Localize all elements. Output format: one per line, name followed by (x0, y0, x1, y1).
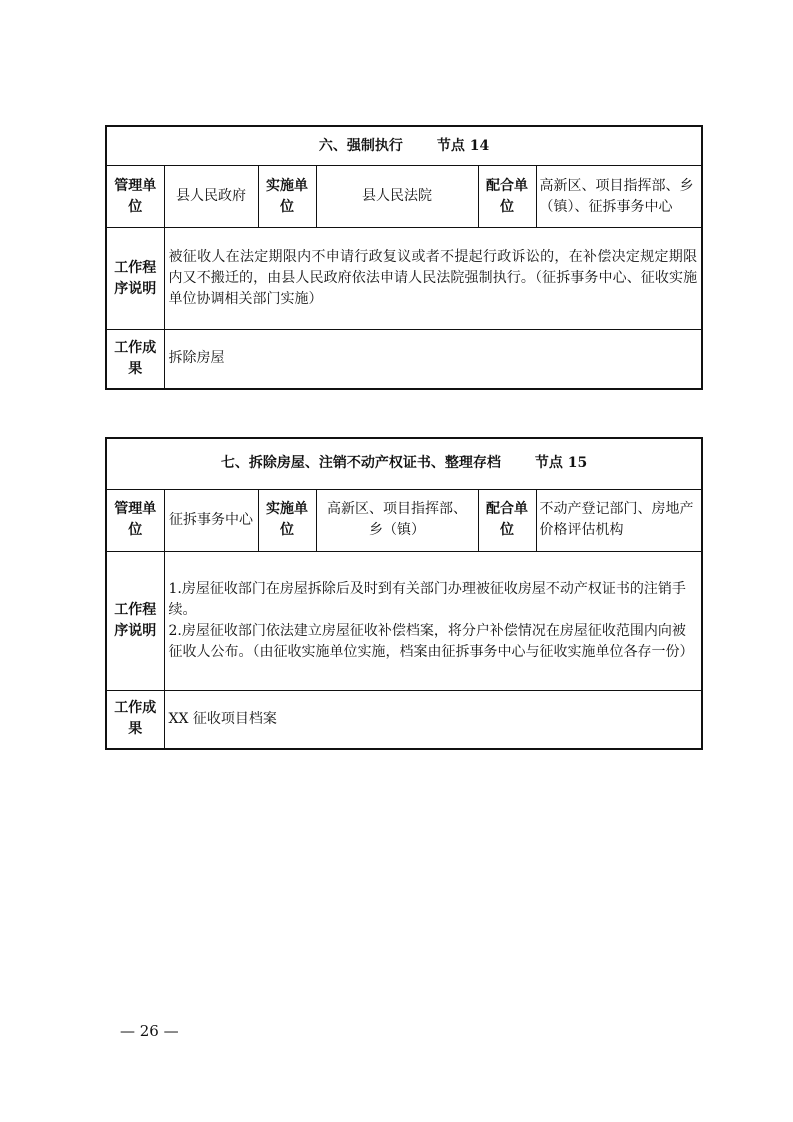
node-number: 节点 15 (534, 455, 588, 472)
node-number: 节点 14 (436, 137, 490, 154)
implementation-unit-value: 高新区、项目指挥部、乡（镇） (316, 489, 478, 551)
procedure-label: 工作程序说明 (106, 228, 164, 330)
section-heading: 七、拆除房屋、注销不动产权证书、整理存档 (220, 455, 501, 472)
procedure-description: 被征收人在法定期限内不申请行政复议或者不提起行政诉讼的，在补偿决定规定期限内又不搬迁的，由县人民政府依法申请人民法院强制执行。（征拆事务中心、征收实施单位协调相关部门实施） (164, 228, 702, 330)
management-unit-label: 管理单位 (106, 166, 164, 228)
implementation-unit-value: 县人民法院 (316, 166, 478, 228)
section-title (106, 438, 702, 489)
procedure-item-1: 1.房屋征收部门在房屋拆除后及时到有关部门办理被征收房屋不动产权证书的注销手续。 (168, 580, 686, 618)
result-value: XX 征收项目档案 (164, 690, 702, 749)
procedure-description (164, 551, 702, 690)
node-15-table (105, 437, 703, 750)
cooperation-unit-label: 配合单位 (478, 166, 536, 228)
procedure-label: 工作程序说明 (106, 551, 164, 690)
page-number: — 26 — (120, 1022, 179, 1040)
management-unit-value: 征拆事务中心 (164, 489, 258, 551)
management-unit-label: 管理单位 (106, 489, 164, 551)
section-title (106, 126, 702, 166)
cooperation-unit-value: 高新区、项目指挥部、乡（镇）、征拆事务中心 (536, 166, 702, 228)
result-label: 工作成果 (106, 330, 164, 389)
node-14-table (105, 125, 703, 390)
implementation-unit-label: 实施单位 (258, 166, 316, 228)
cooperation-unit-value: 不动产登记部门、房地产价格评估机构 (536, 489, 702, 551)
result-label: 工作成果 (106, 690, 164, 749)
implementation-unit-label: 实施单位 (258, 489, 316, 551)
management-unit-value: 县人民政府 (164, 166, 258, 228)
section-heading: 六、强制执行 (318, 137, 403, 154)
cooperation-unit-label: 配合单位 (478, 489, 536, 551)
result-value: 拆除房屋 (164, 330, 702, 389)
procedure-item-2: 2.房屋征收部门依法建立房屋征收补偿档案，将分户补偿情况在房屋征收范围内向被征收人公布。（由征收实施单位实施，档案由征拆事务中心与征收实施单位各存一份） (168, 622, 694, 660)
